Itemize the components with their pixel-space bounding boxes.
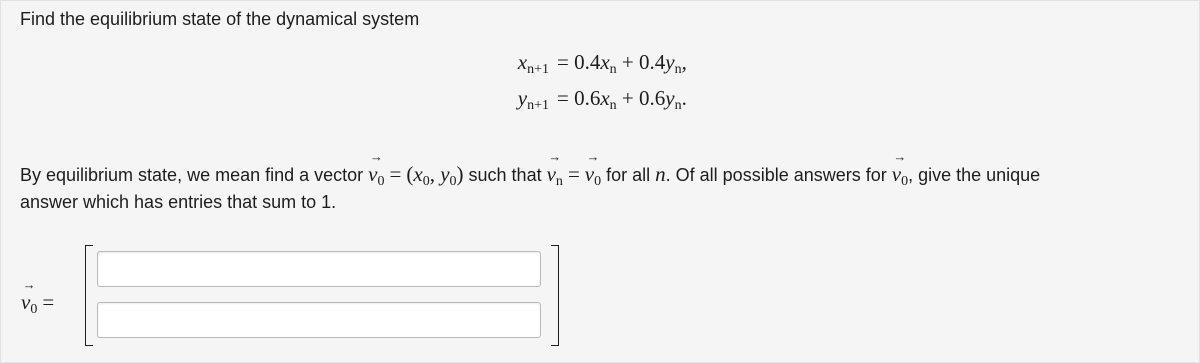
equals-sign: = — [389, 162, 402, 186]
vector-arrow-icon: → — [369, 149, 383, 164]
question-prompt: Find the equilibrium state of the dynamical system — [20, 9, 420, 29]
variable-n: n — [655, 162, 666, 186]
equals-sign: = — [567, 162, 580, 186]
explanation-text-e: , give the unique — [908, 165, 1041, 185]
left-bracket — [85, 245, 93, 346]
equation-2-rhs: = $0.6x_n + 0.6y_n$. — [557, 86, 687, 113]
equation-1-lhs: $x_{n+1}$ — [517, 50, 549, 77]
answer-input-y0[interactable] — [97, 302, 541, 338]
answer-input-x0[interactable] — [97, 251, 541, 287]
vector-v0: → $v_0$ — [891, 149, 909, 189]
vector-arrow-icon: → — [548, 149, 562, 164]
explanation-text-c: for all — [601, 165, 656, 185]
explanation-text-b: such that — [463, 165, 547, 185]
tuple-x0-y0: ($x_0$, $y_0$) — [406, 162, 464, 189]
explanation-line-2: answer which has entries that sum to 1. — [20, 192, 337, 212]
vector-arrow-icon: → — [22, 277, 36, 292]
vector-v0: → $v_0$ — [584, 149, 602, 189]
explanation-line-1 — [20, 149, 1041, 193]
explanation-text-a: By equilibrium state, we mean find a vector — [20, 165, 369, 185]
vector-v0: → $v_0$ — [368, 149, 385, 189]
vector-arrow-icon: → — [586, 149, 600, 164]
equation-2-lhs: $y_{n+1}$ — [517, 86, 549, 113]
explanation-text-d: . Of all possible answers for — [665, 165, 892, 185]
answer-label — [21, 277, 55, 321]
equals-sign: = — [42, 290, 55, 314]
right-bracket — [551, 245, 559, 346]
vector-v0: → $v_0$ — [21, 277, 38, 317]
equation-1-rhs: = $0.4x_n + 0.4y_n$, — [557, 50, 687, 77]
vector-vn: → $v_n$ — [546, 149, 563, 189]
vector-arrow-icon: → — [893, 149, 907, 164]
